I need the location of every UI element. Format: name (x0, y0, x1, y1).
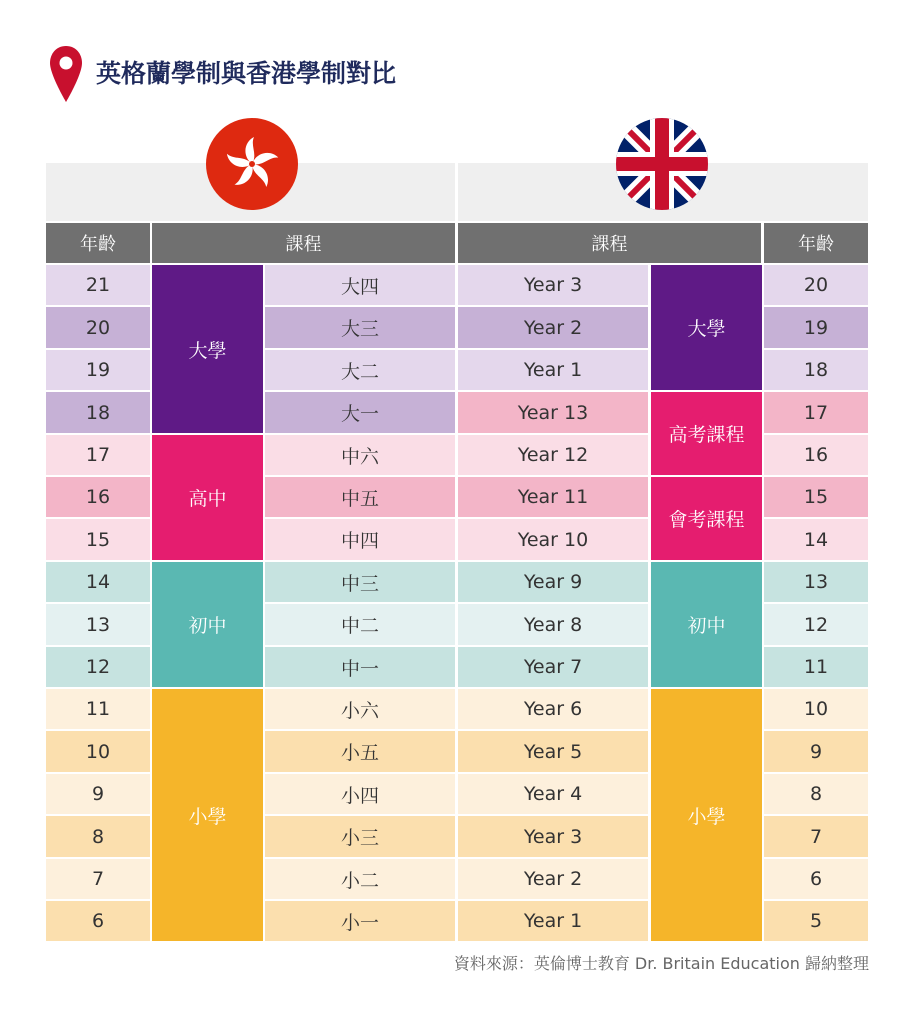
hk-grade-cell: 小六 (265, 689, 455, 729)
uk-year-cell: Year 1 (458, 901, 648, 941)
hk-age-cell: 18 (46, 392, 150, 433)
uk-age-cell: 10 (764, 689, 868, 729)
hk-grade-cell: 中六 (265, 435, 455, 475)
uk-age-cell: 5 (764, 901, 868, 941)
hk-age-cell: 14 (46, 562, 150, 602)
uk-stage-cell: 小學 (651, 689, 762, 941)
uk-age-cell: 8 (764, 774, 868, 814)
location-pin-icon (48, 44, 84, 104)
uk-year-cell: Year 3 (458, 816, 648, 857)
hk-age-cell: 10 (46, 731, 150, 772)
uk-age-cell: 17 (764, 392, 868, 433)
hk-grade-cell: 大二 (265, 350, 455, 390)
hk-stage-cell: 小學 (152, 689, 263, 941)
hk-age-cell: 9 (46, 774, 150, 814)
uk-year-cell: Year 13 (458, 392, 648, 433)
hk-grade-cell: 中二 (265, 604, 455, 645)
uk-year-cell: Year 9 (458, 562, 648, 602)
uk-age-cell: 15 (764, 477, 868, 517)
hk-grade-cell: 小一 (265, 901, 455, 941)
uk-year-cell: Year 3 (458, 265, 648, 305)
hk-stage-cell: 初中 (152, 562, 263, 687)
uk-age-cell: 19 (764, 307, 868, 348)
hk-grade-cell: 大三 (265, 307, 455, 348)
uk-year-cell: Year 5 (458, 731, 648, 772)
uk-age-cell: 11 (764, 647, 868, 687)
hk-grade-cell: 小三 (265, 816, 455, 857)
hk-grade-cell: 中三 (265, 562, 455, 602)
uk-year-cell: Year 8 (458, 604, 648, 645)
hk-grade-cell: 小四 (265, 774, 455, 814)
uk-year-cell: Year 1 (458, 350, 648, 390)
header-hk-age: 年齡 (46, 223, 150, 263)
hk-grade-cell: 中一 (265, 647, 455, 687)
uk-year-cell: Year 4 (458, 774, 648, 814)
hk-age-cell: 8 (46, 816, 150, 857)
uk-year-cell: Year 6 (458, 689, 648, 729)
uk-age-cell: 18 (764, 350, 868, 390)
uk-year-cell: Year 12 (458, 435, 648, 475)
hk-age-cell: 16 (46, 477, 150, 517)
uk-age-cell: 7 (764, 816, 868, 857)
hk-grade-cell: 小二 (265, 859, 455, 899)
page-title: 英格蘭學制與香港學制對比 (96, 59, 397, 88)
uk-year-cell: Year 10 (458, 519, 648, 560)
hk-grade-cell: 小五 (265, 731, 455, 772)
uk-age-cell: 9 (764, 731, 868, 772)
uk-year-cell: Year 2 (458, 307, 648, 348)
uk-age-cell: 16 (764, 435, 868, 475)
hk-age-cell: 15 (46, 519, 150, 560)
hk-stage-cell: 大學 (152, 265, 263, 433)
hk-age-cell: 11 (46, 689, 150, 729)
hk-stage-cell: 高中 (152, 435, 263, 560)
uk-year-cell: Year 2 (458, 859, 648, 899)
hk-age-cell: 13 (46, 604, 150, 645)
uk-year-cell: Year 7 (458, 647, 648, 687)
header-uk-course: 課程 (458, 223, 761, 263)
uk-stage-cell: 大學 (651, 265, 762, 390)
uk-age-cell: 13 (764, 562, 868, 602)
uk-stage-cell: 初中 (651, 562, 762, 687)
uk-age-cell: 20 (764, 265, 868, 305)
source-note: 資料來源：英倫博士教育 Dr. Britain Education 歸納整理 (453, 954, 869, 973)
hk-grade-cell: 中四 (265, 519, 455, 560)
uk-year-cell: Year 11 (458, 477, 648, 517)
uk-stage-cell: 會考課程 (651, 477, 762, 560)
flag-header-band (46, 163, 868, 221)
header-uk-age: 年齡 (764, 223, 868, 263)
hk-age-cell: 7 (46, 859, 150, 899)
band-divider (455, 163, 458, 221)
hk-age-cell: 19 (46, 350, 150, 390)
header-hk-course: 課程 (152, 223, 455, 263)
hk-age-cell: 12 (46, 647, 150, 687)
hk-age-cell: 6 (46, 901, 150, 941)
hk-age-cell: 20 (46, 307, 150, 348)
uk-stage-cell: 高考課程 (651, 392, 762, 475)
hong-kong-flag-icon (206, 118, 298, 210)
uk-age-cell: 14 (764, 519, 868, 560)
hk-grade-cell: 大四 (265, 265, 455, 305)
hk-grade-cell: 中五 (265, 477, 455, 517)
hk-grade-cell: 大一 (265, 392, 455, 433)
uk-flag-icon (616, 118, 708, 210)
uk-age-cell: 12 (764, 604, 868, 645)
uk-age-cell: 6 (764, 859, 868, 899)
hk-age-cell: 21 (46, 265, 150, 305)
hk-age-cell: 17 (46, 435, 150, 475)
